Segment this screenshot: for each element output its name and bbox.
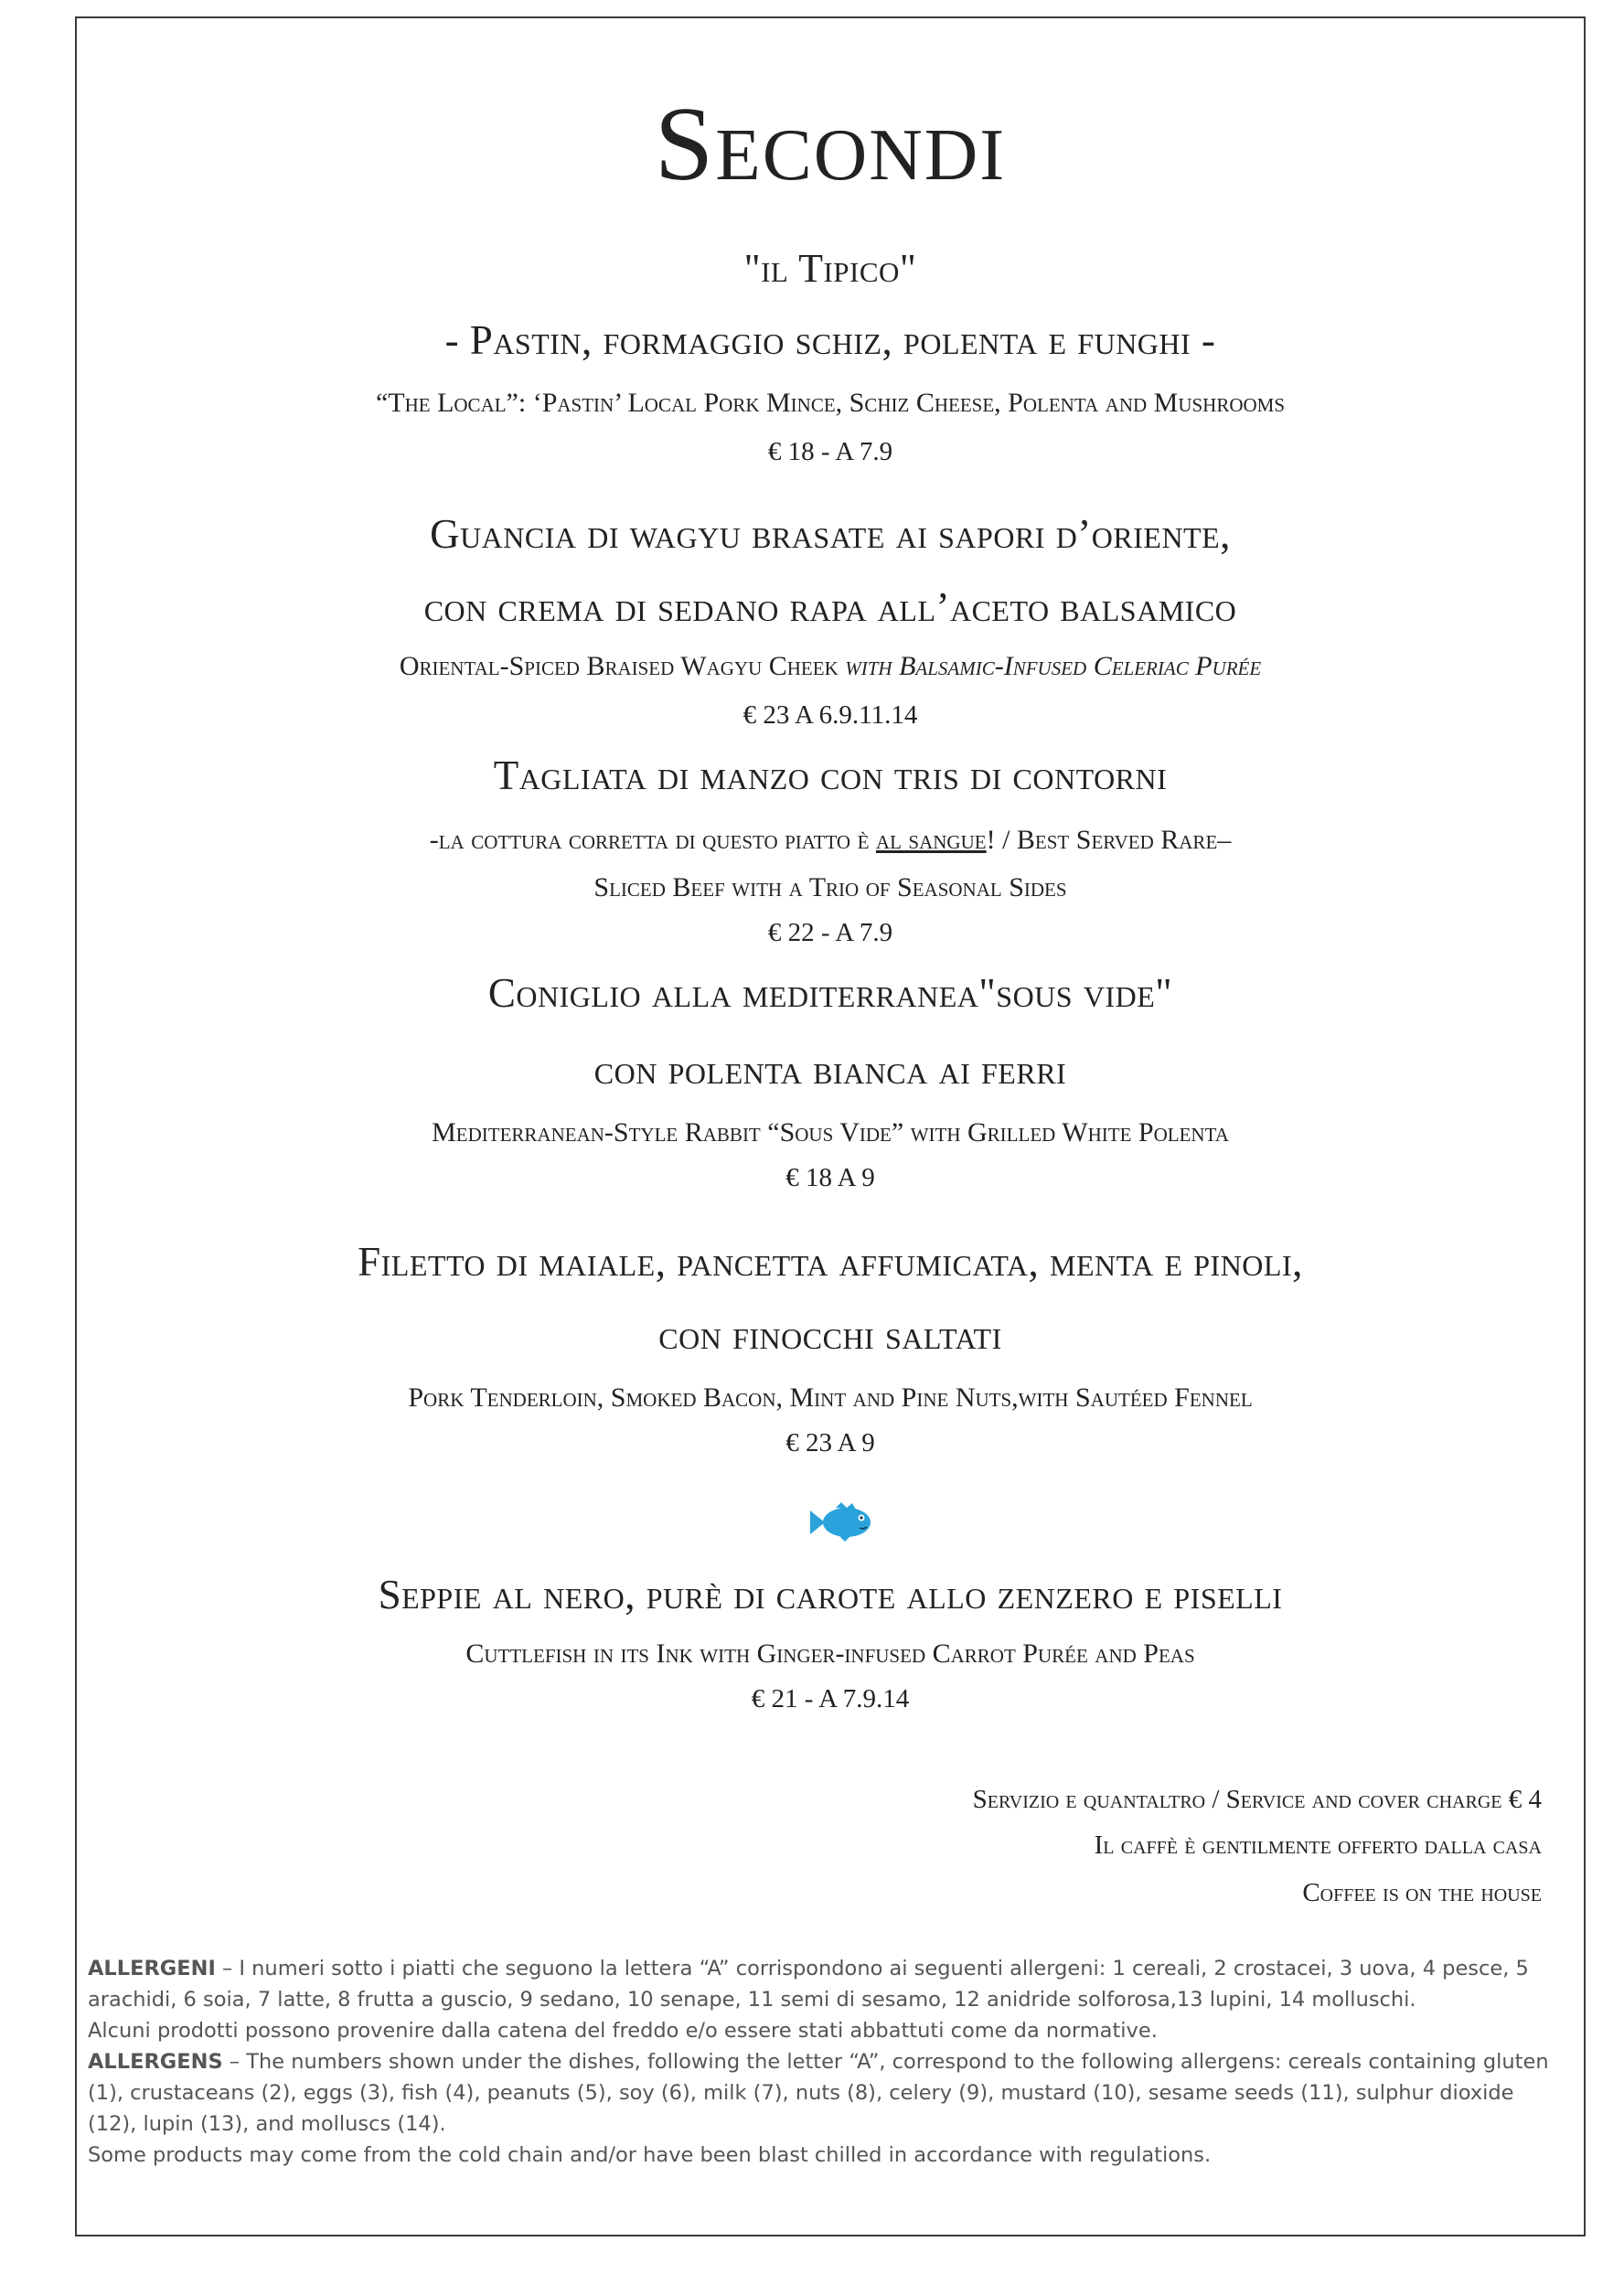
dish-5-name-line-2: con finocchi saltati [658, 1312, 1002, 1358]
allergens-english-label: ALLERGENS [88, 2050, 223, 2074]
dish-6-price: € 21 - A 7.9.14 [751, 1684, 910, 1713]
allergen-information [88, 1953, 1551, 2171]
dish-2-name-line-1: Guancia di wagyu brasate ai sapori d’oriente, [430, 511, 1231, 557]
dish-3-note-underlined: al sangue [875, 825, 987, 855]
dish-3-note [75, 825, 1586, 856]
dish-4-price: € 18 A 9 [785, 1163, 875, 1192]
dish-2-english-roman: Oriental-Spiced Braised Wagyu Cheek [399, 651, 846, 681]
dish-4-english: Mediterranean-Style Rabbit “Sous Vide” with Grilled White Polenta [432, 1117, 1229, 1148]
dish-3-price: € 22 - A 7.9 [767, 918, 893, 947]
allergens-english-note: Some products may come from the cold chain and/or have been blast chilled in accordance with regulations. [88, 2143, 1212, 2167]
dish-4-name-line-1: Coniglio alla mediterranea"sous vide" [487, 970, 1173, 1016]
coffee-note-italian: Il caffè è gentilmente offerto dalla casa [1094, 1831, 1542, 1860]
allergens-italian-text: – I numeri sotto i piatti che seguono la lettera “A” corrispondono ai seguenti allergeni: 1 cereali, 2 crostacei, 3 uova, 4 pesce, 5 arachidi, 6 soia, 7 latte, 8 frutta a guscio, 9 sedano, 10 senape, 11 semi di sesamo, 12 anidride solforosa,13 lupini, 14 molluschi. [88, 1957, 1529, 2012]
dish-6-english: Cuttlefish in its Ink with Ginger-infused Carrot Purée and Peas [465, 1639, 1195, 1669]
dish-4-name-line-2: con polenta bianca ai ferri [593, 1047, 1067, 1093]
allergens-english [88, 2046, 1551, 2140]
allergens-italian-note: Alcuni prodotti possono provenire dalla catena del freddo e/o essere stati abbattuti come da normative. [88, 2019, 1158, 2043]
dish-3-note-end: ! / Best Served Rare– [986, 825, 1232, 855]
dish-2-name-line-2: con crema di sedano rapa all’aceto balsamico [423, 584, 1237, 630]
dish-6-name: Seppie al nero, purè di carote allo zenzero e piselli [378, 1572, 1283, 1617]
dish-5-english: Pork Tenderloin, Smoked Bacon, Mint and Pine Nuts,with Sautéed Fennel [408, 1382, 1253, 1413]
fish-icon [805, 1500, 878, 1545]
dish-2-english [75, 651, 1586, 682]
dish-1-name-line-2: - Pastin, formaggio schiz, polenta e funghi - [444, 317, 1216, 363]
dish-5-name-line-1: Filetto di maiale, pancetta affumicata, menta e pinoli, [358, 1239, 1303, 1285]
dish-1-english: “The Local”: ‘Pastin’ Local Pork Mince, Schiz Cheese, Polenta and Mushrooms [375, 388, 1286, 418]
dish-2-english-italic: with Balsamic-Infused Celeriac Purée [845, 651, 1262, 681]
coffee-note-english: Coffee is on the house [1302, 1878, 1542, 1907]
dish-1-name-line-1: "il Tipico" [743, 246, 917, 291]
allergens-italian-label: ALLERGENI [88, 1957, 216, 1980]
dish-3-note-start: -la cottura corretta di questo piatto è [429, 825, 876, 855]
dish-5-price: € 23 A 9 [785, 1428, 875, 1457]
service-charge-note: Servizio e quantaltro / Service and cover charge € 4 [972, 1785, 1542, 1814]
dish-1-price: € 18 - A 7.9 [767, 437, 893, 466]
page-title: Secondi [654, 86, 1007, 203]
dish-2-price: € 23 A 6.9.11.14 [743, 700, 918, 730]
dish-3-name: Tagliata di manzo con tris di contorni [493, 753, 1168, 798]
allergens-italian [88, 1953, 1551, 2015]
dish-3-english: Sliced Beef with a Trio of Seasonal Sides [593, 872, 1067, 902]
allergens-english-text: – The numbers shown under the dishes, following the letter “A”, correspond to the following allergens: cereals containing gluten (1), crustaceans (2), eggs (3), fish (4), peanuts (5), soy (6), milk (7), nuts (8), celery (9), mustard (10), sesame seeds (11), sulphur dioxide (12), lupin (13), and molluscs (14). [88, 2050, 1549, 2136]
